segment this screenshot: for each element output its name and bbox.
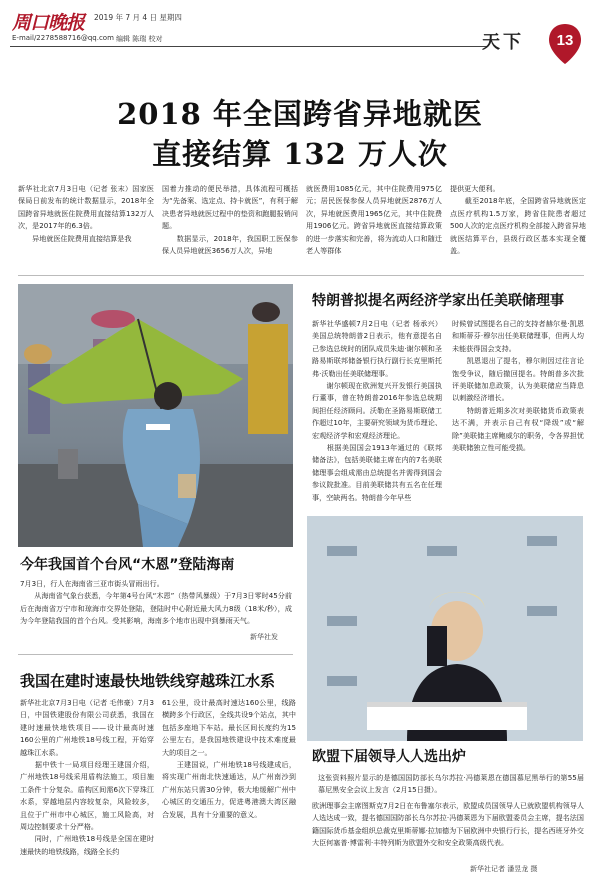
typhoon-photo — [18, 284, 293, 547]
typhoon-byline: 新华社发 — [250, 633, 278, 641]
lead-column-1: 新华社北京7月3日电（记者 张末）国家医保局日前发布的统计数据显示，2018年全国跨省异地就医住院费用直接结算132万人次，是2017年的6.3倍。 异地就医住院费用直接结算是我 — [18, 184, 154, 243]
subway-column-1: 新华社北京7月3日电（记者 毛伟豪）7月3日，中国铁建股份有限公司获悉，我国在建时速最快地铁项目——设计最高时速160公里的广州地铁18号线工程，开始穿越珠江水系。 据中铁十一局项目经理王建国介绍，广州地铁18号线采用盾构法施工，项目施工条件十分复杂。盾构区间需6次下穿珠江水系，穿越地层内容较复杂，风险较多，且位于广州市中心城区，施工风险高，对周边控制要求十分严格。 同时，广州地铁18号线是全国在建时速最快的地铁线路，线路全长约 — [20, 698, 154, 856]
masthead-rule — [10, 46, 488, 47]
eu-title: 欧盟下届领导人人选出炉 — [312, 749, 466, 765]
page-number-badge — [546, 22, 584, 66]
fed-column-1: 新华社华盛顿7月2日电（记者 杨承兴）美国总统特朗普2日表示，他有意提名自己参选总统时的团队成员朱迪·谢尔顿和圣路易斯联邦储备银行执行副行长克里斯托弗·沃勒出任美联储理事。 谢尔顿现在欧洲复兴开发银行美国执行董事，曾在特朗普2016年参选总统期间担任经济顾问。沃勒在圣路易斯联储工作超过10年，主要研究领域为货币理论、宏观经济学和宏观经济理论。 根据美国国会1913年通过的《联邦储备法》，包括美联储主席在内的7名美联储理事会组成需由总统提名并需得到国会参议院批准。目前美联储共有五名在任理事，空缺两名。特朗普今年早些 — [312, 319, 442, 502]
subway-column-2: 61公里，设计最高时速达160公里，线路横跨多个行政区，全线共设9个站点，其中包括多座地下车站。最长区间长度约为15公里左右，是我国地铁建设中技术难度最大的项目之一。 王建国说，广州地铁18号线建成后，将实现广州南北快速通达，从广州南沙到广州东站只需30分钟，极大地缓解广州中心城区的交通压力，促进粤港澳大湾区融合发展，具有十分重要的意义。 — [162, 698, 296, 819]
section-divider — [18, 654, 293, 655]
eu-byline: 新华社记者 潘昱龙 摄 — [470, 865, 538, 873]
fed-column-2: 时候曾试图提名自己的支持者赫尔曼·凯恩和斯蒂芬·穆尔出任美联储理事，但两人均未能获得国会支持。 凯恩退出了提名，穆尔则因过往言论饱受争议，随后撤回提名。特朗普多次批评美联储加息政策，认为美联储应当降息以刺激经济增长。 特朗普近期多次对美联储货币政策表达不满，并表示自己有权“降级”或“解除”美联储主席鲍威尔的职务，令各界担忧美联储独立性可能受损。 — [452, 319, 584, 453]
map-pin-icon — [546, 22, 584, 66]
eu-body: 欧洲理事会主席图斯克7月2日在布鲁塞尔表示，欧盟成员国领导人已就欧盟机构领导人人选达成一致，提名德国国防部长乌尔苏拉·冯德莱恩为下届欧盟委员会主席，提名法国籍国际货币基金组织总裁克里斯蒂娜·拉加德为下届欧洲中央银行行长，提名西班牙外交大臣何塞普·博雷利·丰特列斯为欧盟外交和安全政策高级代表。 — [312, 801, 584, 848]
lead-column-3: 就医费用1085亿元，其中住院费用975亿元；居民医保参保人员异地就医2876万人次，异地就医费用1965亿元，其中住院费用1906亿元。跨省异地就医直接结算政策的进一步落实和完善，将为流动人口和随迁老人等群体 — [306, 184, 442, 256]
section-title: 天下 — [482, 32, 524, 53]
contact-email: E-mail/2278588716@qq.com — [12, 34, 114, 42]
issue-date: 2019 年 7 月 4 日 星期四 — [94, 13, 182, 22]
fed-title: 特朗普拟提名两经济学家出任美联储理事 — [312, 293, 564, 309]
lead-column-4: 提供更大便利。 截至2018年底，全国跨省异地就医定点医疗机构1.5万家，跨省住院患者超过500人次的定点医疗机构全部接入跨省异地就医结算平台，县级行政区基本实现全覆盖。 — [450, 184, 586, 256]
masthead — [0, 0, 600, 70]
editor-credits: 编辑 陈瑞 校对 — [116, 35, 163, 43]
typhoon-body: 7月3日，行人在海南省三亚市街头冒雨出行。 从海南省气象台获悉，今年第4号台风“木恩”（热带风暴级）于7月3日零时45分前后在海南省万宁市和琼海市交界处登陆，登陆时中心附近最大风力8级（18米/秒），成为今年登陆我国的首个台风。受其影响，海南多个地市出现中到暴雨天气。 — [20, 579, 292, 626]
page-number: 13 — [556, 32, 574, 49]
lead-column-2: 国着力推动的便民举措，具体流程可概括为“先备案、选定点、持卡就医”，有利于解决患者异地就医过程中的垫资和跑腿报销问题。 数据显示，2018年，我国职工医保参保人员异地就医3656万人次，异地 — [162, 184, 298, 256]
section-divider — [18, 275, 584, 276]
lead-headline-line1: 2018 年全国跨省异地就医 — [117, 97, 483, 131]
typhoon-title: 今年我国首个台风“木恩”登陆海南 — [20, 557, 235, 573]
eu-photo — [307, 516, 583, 741]
lead-headline-line2: 直接结算 132 万人次 — [152, 137, 448, 171]
subway-title: 我国在建时速最快地铁线穿越珠江水系 — [20, 672, 276, 690]
newspaper-logo: 周口晚报 — [12, 12, 85, 34]
eu-photo-caption: 这张资料照片显示的是德国国防部长乌尔苏拉·冯德莱恩在德国慕尼黑举行的第55届慕尼黑安全会议上发言（2月15日摄）。 — [318, 773, 584, 795]
